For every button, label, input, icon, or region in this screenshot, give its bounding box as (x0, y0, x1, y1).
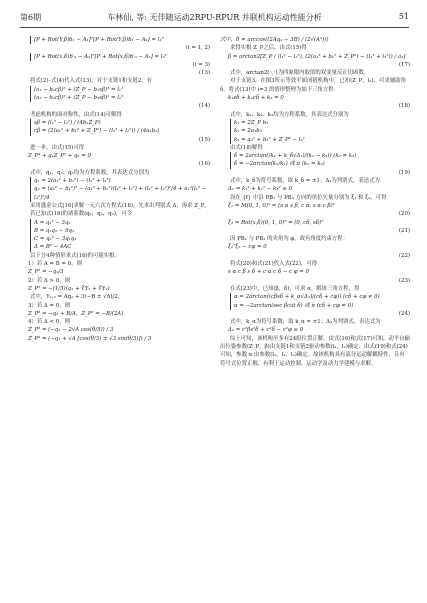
body-text: 以下分4种情形求式(16)的可能实根。 (30, 252, 120, 259)
body-text: 采用盛金公式[16]求解一元六次方程式(16)，先求出判别式 Δ，再求 Z_P。 (30, 202, 210, 209)
equation-line: Z_P² = (−q₁ − 2√A cos(θ/3)) / 3 (28, 327, 114, 334)
equation-line: k₁sδ + k₂cδ + k₃ = 0 (228, 95, 284, 102)
equation-line: Z_P⁴ + q₁Z_P² + q₂ = 0 (28, 153, 91, 160)
body-text: 将式(20)和式(21)代入式(22)，可得 (230, 261, 318, 268)
equation-line: k₂ = 2a₃b₃ (230, 127, 410, 135)
body-text: 考虑机构的面对称性，由式(14)可解得 (30, 111, 122, 118)
equation-number: (23) (398, 277, 410, 284)
body-text: 设在 {f} 中沿 PB₁ 与 PB₃ 方向的单位矢量分别为 ξ₁ 和 ξ₃，可得 (230, 194, 387, 201)
equation-line: (a₂ − b₂cβ)² + (Z_P − b₂sβ)² = l₂² (30, 94, 210, 102)
body-text: 式中，arctan2(·，·)为四象限内取值的双变量反正切函数。 (230, 70, 370, 77)
page-header (20, 12, 409, 32)
equation-line: Z_P² = −q₁/3 (28, 269, 64, 276)
equation-line: B = q₁q₂ − 9q₃ (30, 227, 210, 235)
equation-condition: (i = 1, 2) (185, 45, 210, 52)
equation-number: (24) (398, 310, 410, 317)
equation-line: [P + Rot(x,δ)b′₃ − A₃]ᵀ[P + Rot(x,δ)b′₃ − A₃] = l₃² (30, 53, 210, 61)
body-text: 进一步，由式(15)可得 (30, 144, 85, 151)
equation-line: 式中，θ = arccos((2Aq₁ − 3B) / (2√(A³))) (220, 37, 329, 43)
equation-line: (a₁ − b₁cβ)² + (Z_P − b₁sβ)² = l₁² (30, 86, 210, 94)
equation-line: α = 2arctan((cβsδ + k_α√Δ₂)/(cδ + cφ)) (cδ + cφ ≠ 0) (230, 293, 410, 301)
equation-line: β = arctan2[Z_P / (l₁² − l₂²), (2(a₁² + b₁² + Z_P²) − (l₁² + l₂²)) / a₁] (228, 53, 406, 60)
equation-line: A = q₁² − 3q₂ (30, 219, 210, 227)
equation-line: Z_P² = −(1/3)(q₁ + ∛Y₁ + ∛Y₂) (28, 285, 110, 292)
body-text: 综上可知，该机构至多有24组位置正解。由式(16)和式(17)可知，动平台输出位姿参数(Z_P，β)由支链1和支链2驱动参数(l₁，l₂)确定；由式(19)和式(24)可知，参数 α 由参数(l₁，l₂，l₃)确定。故该机构具有部分运动解耦特性，且有符号式位置正解，有利于运动控制、运动学及动力学建模与求解。 (220, 335, 410, 367)
body-text: 式中，k_δ为符号系数，取 k_δ = ±1；Δ₁为判别式，表达式为 (230, 178, 380, 185)
equation-number: (20) (398, 211, 410, 218)
body-text: 式中，Y₁,₂ = Aq₁ + 3(−B ± √Δ)/2。 (30, 294, 124, 301)
case-heading: 1）若 A = B = 0，则 (28, 261, 82, 268)
equation-line: q₂ = (a₁² − b₁²)² − (a₁² + b₁²)(l₁² + l₂²) + (l₁² + l₂²)²/4 + a₁²(l₁² − l₂²)²/4 (30, 185, 210, 202)
equation-number: (14) (198, 103, 210, 110)
body-text: 在式(23)中，已知(β，δ)，可求 α。解该三角方程，得 (230, 285, 360, 292)
body-text: 因 PB₁ 与 PB₃ 的夹角为 φ，故有角度约束方程： (230, 236, 349, 243)
equation-line: ξ₁ᵀξ₃ − cφ = 0 (228, 244, 267, 251)
case-heading: 3）若 Δ = 0，则 (28, 302, 70, 309)
equation-number: (16) (198, 161, 210, 168)
body-text: 由式(18)解得 (230, 144, 263, 151)
equation-line: Δ₂ = c²βs²δ + c²δ − c²φ ≥ 0 (228, 327, 304, 334)
equation-line: Z_P² = (−q₁ + √A [cos(θ/3) ± √3 sin(θ/3)]) / 3 (28, 335, 152, 342)
body-text: 对于支链3，在图3所示等效平面闭链机构中，已知(Z_P，l₃)，可求辅助角 δ。将式(13)中 i=3 的情形整理为如下三角方程： (220, 78, 406, 93)
body-text: 式中，k₁、k₂、k₃均为方程系数，其表达式分别为 (230, 111, 349, 118)
page-number: 51 (398, 12, 409, 21)
equation-number: (15) (198, 136, 210, 143)
case-heading: 2）若 Δ > 0，则 (28, 277, 70, 284)
equation-condition: (i = 3) (192, 61, 210, 68)
equation-line: δ = 2arctan((k₁ + k_δ√Δ₁)/(k₂ − k₃)) (k₂ ≠ k₃) (230, 152, 410, 160)
left-column (20, 36, 210, 343)
body-text: 式中，q₁、q₂、q₃均为方程系数，其表达式分别为 (30, 169, 150, 176)
equation-line: Z_P² = −q₁ + B/A，Z_P² = −B/(2A) (28, 310, 124, 317)
equation-line: q₁ = 2(a₁² + b₁²) − (l₁² + l₂²) (30, 177, 210, 185)
header-rule (20, 27, 409, 28)
equation-line: C = q₂² − 3q₁q₃ (30, 235, 210, 243)
equation-number: (17) (398, 61, 410, 68)
equation-line: s α c β s δ + c α c δ − c φ = 0 (228, 269, 309, 276)
equation-line: Δ = B² − 4AC (30, 243, 210, 251)
equation-line: Δ₁ = k₁² + k₂² − k₃² ≥ 0 (228, 186, 293, 193)
case-heading: 4）若 Δ < 0，则 (28, 319, 70, 326)
equation-line: cβ = (2(a₁² + b₁² + Z_P²) − (l₁² + l₂²)) / (4a₁b₁) (30, 127, 210, 135)
equation-number: (21) (398, 227, 410, 234)
equation-line: [P + Rot(Y,β)b₁ − A₁]ᵀ[P + Rot(Y,β)b₁ − A₁] = l₁² (30, 36, 210, 44)
body-text: 式中，k_α为符号系数，取 k_α = ±1；Δ₂为判别式，表达式为 (230, 319, 381, 326)
equation-line: ξ₃ = Rot(x,δ)(0, 1, 0)ᵀ = (0, cδ, sδ)ᵀ (228, 219, 324, 226)
issue-number: 第6期 (20, 13, 42, 22)
equation-line: ξ₁ = M(0, 1, 0)ᵀ = (s α s β, c α, s α c β)ᵀ (228, 202, 335, 209)
equation-number: (19) (398, 169, 410, 176)
equation-line: sβ = (l₁² − l₂²) / (4b₁Z_P) (30, 119, 210, 127)
body-text: 求得实根 Z_P之后，由式(15)得 (230, 45, 307, 52)
equation-number: (18) (398, 103, 410, 110)
equation-line: α = −2arctan(sec βcot δ) 或 π (cδ + cφ = 0) (230, 302, 410, 310)
equation-line: k₃ = a₃² + b₃² + Z_P² − l₃² (230, 136, 410, 144)
equation-number: (22) (398, 252, 410, 259)
equation-number: (13) (198, 70, 210, 77)
right-column (220, 36, 410, 368)
body-text: 若已知式(16)的诸系数(q₁，q₂，q₃)，可令 (30, 211, 133, 218)
running-title: 车林仙, 等: 无伴随运动2RPU-RPUR 并联机构运动性能分析 (107, 13, 322, 22)
body-text: 将式(2)–式(4)代入式(13)，对于支链1和支链2，有 (30, 78, 153, 85)
equation-line: δ = −2arctan(k₂/k₁) 或 π (k₂ = k₃) (230, 160, 410, 168)
equation-line: k₁ = 2Z_P b₃ (230, 119, 410, 127)
